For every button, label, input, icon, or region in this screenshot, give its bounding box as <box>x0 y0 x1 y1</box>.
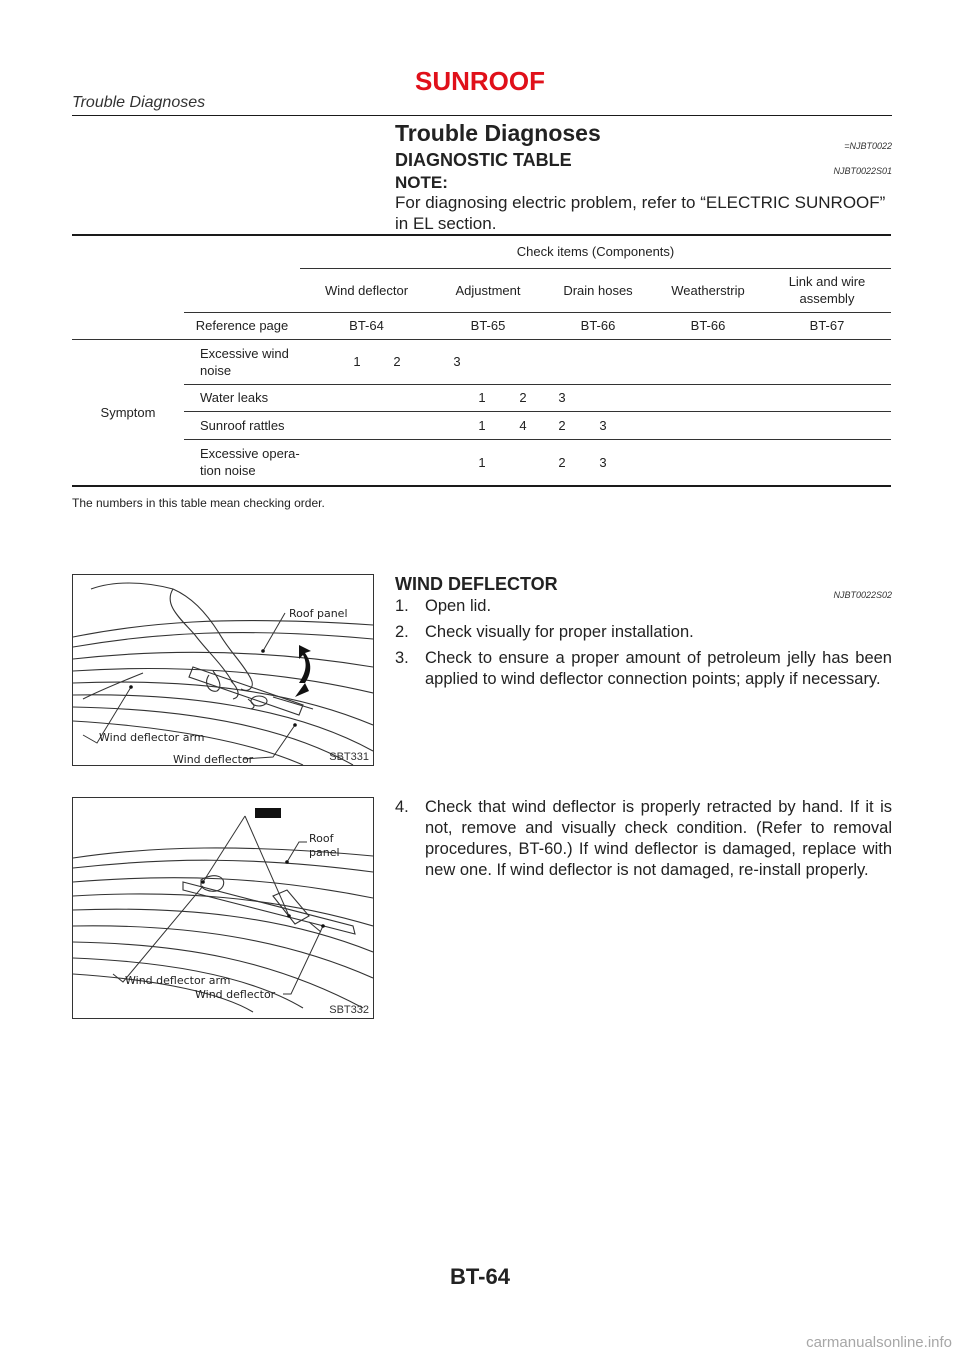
check-order-value: 1 <box>478 390 486 405</box>
note-label: NOTE: <box>395 173 448 192</box>
procedure-step-group <box>395 797 892 886</box>
note-text: For diagnosing electric problem, refer to “ELECTRIC SUNROOF” in EL section. <box>395 193 886 233</box>
check-order-value: 2 <box>558 417 566 433</box>
symptom-row-label: Water leaks <box>200 390 269 405</box>
figure-callout: Roof <box>309 832 334 845</box>
column-header: Wind deflector <box>324 282 409 298</box>
group-header: Check items (Components) <box>516 243 675 259</box>
wind-deflector-ref-code: NJBT0022S02 <box>833 590 892 600</box>
symptom-row-label: Excessive wind noise <box>200 345 289 378</box>
step-number: 2. <box>395 623 409 641</box>
figure-callout: Wind deflector arm <box>99 731 205 744</box>
column-header: Drain hoses <box>563 282 633 298</box>
reference-page: BT-66 <box>580 318 616 333</box>
figure-callout: Wind deflector <box>195 988 276 1001</box>
watermark: carmanualsonline.info <box>806 1334 952 1351</box>
figure-code: SBT331 <box>329 751 369 763</box>
procedure-step <box>395 622 892 643</box>
section-title: Trouble Diagnoses <box>395 120 601 146</box>
figure-callout: Roof panel <box>289 607 348 620</box>
section-ref-code: =NJBT0022 <box>844 141 892 151</box>
symptom-row-label: Sunroof rattles <box>200 417 285 433</box>
check-order-value: 1 <box>353 354 361 369</box>
reference-page: BT-66 <box>690 318 726 333</box>
figure-callout: panel <box>309 846 340 859</box>
check-order-value: 2 <box>519 390 527 405</box>
wind-deflector-illustration <box>73 798 373 1018</box>
check-order-value: 1 <box>478 454 486 470</box>
check-order-value: 3 <box>599 417 607 433</box>
procedure-step <box>395 596 892 617</box>
check-order-value: 3 <box>453 354 461 369</box>
step-number: 4. <box>395 798 409 816</box>
procedure-steps <box>395 596 892 695</box>
page-number: BT-64 <box>450 1264 510 1289</box>
check-order-value: 2 <box>558 454 566 470</box>
column-header: Adjustment <box>455 282 521 298</box>
diagnostic-table <box>72 234 891 487</box>
symptom-label: Symptom <box>100 404 156 420</box>
step-text: Check visually for proper installation. <box>425 623 694 641</box>
check-order-value: 3 <box>558 390 566 405</box>
header-rule <box>72 115 892 116</box>
reference-page: BT-64 <box>349 318 384 333</box>
check-order-value: 1 <box>478 417 486 433</box>
reference-label: Reference page <box>195 318 289 333</box>
table-footnote: The numbers in this table mean checking order. <box>72 496 325 510</box>
column-header: Weatherstrip <box>671 282 745 298</box>
wind-deflector-illustration <box>73 575 373 765</box>
check-order-value: 2 <box>393 354 401 369</box>
step-text: Open lid. <box>425 597 492 615</box>
figure-callout: Wind deflector arm <box>125 974 231 987</box>
wind-deflector-heading: WIND DEFLECTOR <box>395 574 558 594</box>
column-header: Link and wire assembly <box>788 274 866 306</box>
check-order-value: 3 <box>599 454 607 470</box>
chapter-title: SUNROOF <box>415 66 545 96</box>
procedure-step <box>395 797 892 881</box>
procedure-step <box>395 648 892 690</box>
step-number: 3. <box>395 649 409 667</box>
figure-callout: Wind deflector <box>173 753 254 765</box>
step-number: 1. <box>395 597 409 615</box>
table-ref-code: NJBT0022S01 <box>833 166 892 176</box>
chapter-subtitle: Trouble Diagnoses <box>72 94 206 111</box>
check-order-value: 4 <box>519 417 527 433</box>
symptom-row-label: Excessive opera-tion noise <box>200 446 300 478</box>
figure-sbt331 <box>72 574 374 766</box>
figure-code: SBT332 <box>329 1004 369 1016</box>
step-text: Check that wind deflector is properly retracted by hand. If it is not, remove and visually check condition. (Refer to removal procedures, BT-60.) If wind deflector is damaged, replace with new one. If wind deflector is not damaged, re-install properly. <box>425 798 892 879</box>
reference-page: BT-67 <box>809 318 845 333</box>
figure-sbt332 <box>72 797 374 1019</box>
reference-page: BT-65 <box>470 318 506 333</box>
table-heading: DIAGNOSTIC TABLE <box>395 150 572 170</box>
table-bottom-rule <box>72 485 891 487</box>
step-text: Check to ensure a proper amount of petroleum jelly has been applied to wind deflector connection points; apply if necessary. <box>425 649 892 688</box>
